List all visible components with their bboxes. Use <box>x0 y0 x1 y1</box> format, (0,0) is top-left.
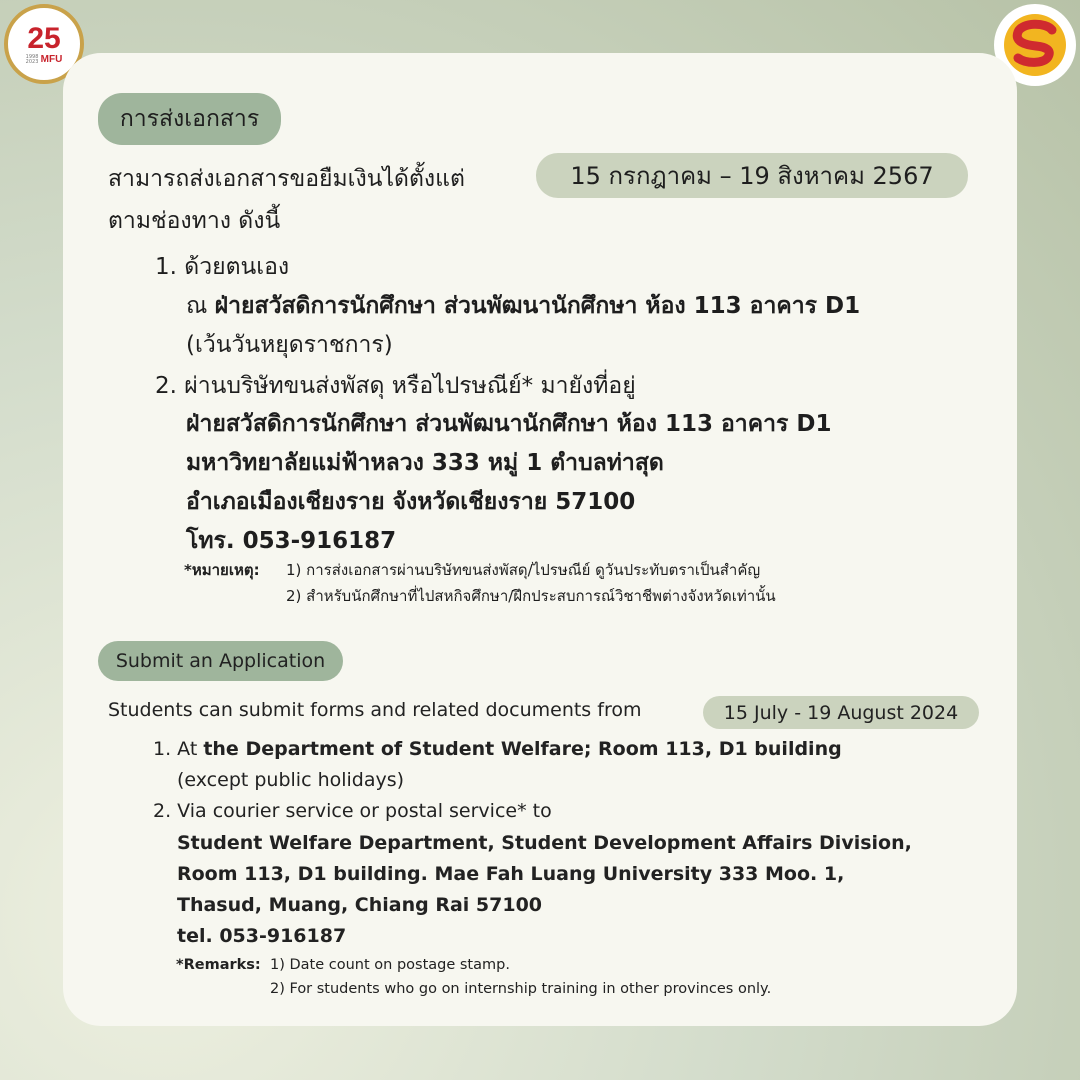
english-remarks-label: *Remarks: <box>176 957 261 973</box>
content-card <box>63 53 1017 1026</box>
english-address-line1: Student Welfare Department, Student Development Affairs Division, <box>177 832 912 854</box>
thai-item1-note: (เว้นวันหยุดราชการ) <box>186 332 393 358</box>
english-item1-location: the Department of Student Welfare; Room 113, D1 building <box>203 738 842 760</box>
thai-item1-location-line <box>186 288 860 324</box>
thai-date-range <box>536 153 968 198</box>
english-phone: tel. 053-916187 <box>177 925 347 947</box>
thai-item1-location: ฝ่ายสวัสดิการนักศึกษา ส่วนพัฒนานักศึกษา ห้อง 113 อาคาร D1 <box>214 293 861 319</box>
english-item1-note: (except public holidays) <box>177 769 405 791</box>
thai-item1-title: 1. ด้วยตนเอง <box>155 254 290 280</box>
english-section-heading <box>98 641 343 681</box>
english-intro: Students can submit forms and related documents from <box>108 699 642 721</box>
anniversary-years: 1998 2023 <box>25 53 39 65</box>
english-item2-title: 2. Via courier service or postal service* to <box>153 800 552 822</box>
s-logo-icon <box>1002 12 1068 78</box>
anniversary-number: 25 <box>27 21 61 55</box>
thai-remarks-label: *หมายเหตุ: <box>184 561 260 579</box>
thai-item2-title: 2. ผ่านบริษัทขนส่งพัสดุ หรือไปรษณีย์* มายังที่อยู่ <box>155 373 636 399</box>
english-address-line3: Thasud, Muang, Chiang Rai 57100 <box>177 894 543 916</box>
thai-date-range-text: 15 กรกฎาคม – 19 สิงหาคม 2567 <box>570 162 934 190</box>
thai-remark1: 1) การส่งเอกสารผ่านบริษัทขนส่งพัสดุ/ไปรษณีย์ ดูวันประทับตราเป็นสำคัญ <box>286 561 761 579</box>
english-item1-prefix: 1. At <box>153 738 204 760</box>
english-remark2: 2) For students who go on internship training in other provinces only. <box>270 981 772 997</box>
thai-heading-text: การส่งเอกสาร <box>119 106 260 132</box>
thai-intro: สามารถส่งเอกสารขอยืมเงินได้ตั้งแต่ <box>108 166 465 192</box>
english-remark1: 1) Date count on postage stamp. <box>270 957 510 973</box>
anniversary-mfu-text: MFU <box>40 53 63 65</box>
thai-item1-prefix: ณ <box>186 293 215 319</box>
thai-address-line3: อำเภอเมืองเชียงราย จังหวัดเชียงราย 57100 <box>186 489 636 515</box>
thai-address-line1: ฝ่ายสวัสดิการนักศึกษา ส่วนพัฒนานักศึกษา ห้อง 113 อาคาร D1 <box>186 411 832 437</box>
english-date-range <box>703 696 979 729</box>
thai-address-line2: มหาวิทยาลัยแม่ฟ้าหลวง 333 หมู่ 1 ตำบลท่าสุด <box>186 450 664 476</box>
english-date-range-text: 15 July - 19 August 2024 <box>723 701 959 724</box>
thai-section-heading <box>98 93 281 145</box>
thai-phone: โทร. 053-916187 <box>186 528 397 554</box>
thai-intro-channels: ตามช่องทาง ดังนี้ <box>108 208 281 234</box>
english-address-line2: Room 113, D1 building. Mae Fah Luang University 333 Moo. 1, <box>177 863 845 885</box>
thai-remark2: 2) สำหรับนักศึกษาที่ไปสหกิจศึกษา/ฝึกประสบการณ์วิชาชีพต่างจังหวัดเท่านั้น <box>286 587 776 605</box>
english-heading-text: Submit an Application <box>115 650 326 672</box>
english-item1-line <box>153 738 842 760</box>
